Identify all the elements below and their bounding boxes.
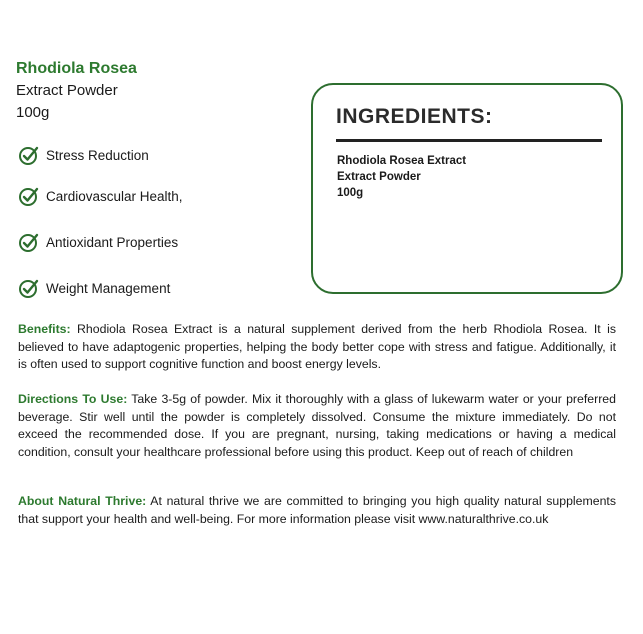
product-name: Rhodiola Rosea	[16, 60, 137, 77]
benefit-label: Weight Management	[46, 280, 171, 296]
ingredient-line: Extract Powder	[337, 171, 421, 183]
check-circle-icon	[18, 277, 40, 299]
check-circle-icon	[18, 231, 40, 253]
benefit-item	[18, 277, 170, 299]
about-paragraph	[18, 493, 616, 528]
benefits-heading: Benefits:	[18, 322, 71, 336]
check-circle-icon	[18, 185, 40, 207]
benefits-paragraph	[18, 321, 616, 374]
ingredient-line: Rhodiola Rosea Extract	[337, 155, 467, 167]
benefit-item	[18, 185, 183, 207]
ingredients-box	[311, 83, 623, 294]
benefit-label: Cardiovascular Health,	[46, 188, 183, 204]
product-form: Extract Powder	[16, 82, 118, 99]
ingredients-title: INGREDIENTS:	[336, 105, 493, 128]
benefit-label: Antioxidant Properties	[46, 234, 179, 250]
directions-heading: Directions To Use:	[18, 392, 128, 406]
directions-paragraph	[18, 391, 616, 461]
directions-text: Take 3-5g of powder. Mix it thoroughly with a glass of lukewarm water or your preferred beverage. Stir well until the powder is completely dissolved. Consume the mixture immediately. Do not exceed the recommended dose. If you are pregnant, nursing, taking medications or having a medical condition, consult your healthcare professional before using this product. Keep out of reach of children	[18, 392, 616, 459]
about-heading: About Natural Thrive:	[18, 494, 147, 508]
product-size: 100g	[16, 104, 50, 121]
benefit-item	[18, 231, 178, 253]
benefit-item	[18, 144, 149, 166]
check-circle-icon	[18, 144, 40, 166]
ingredient-line: 100g	[337, 187, 364, 199]
benefit-label: Stress Reduction	[46, 147, 149, 163]
ingredients-divider	[336, 139, 602, 142]
about-text: At natural thrive we are committed to bringing you high quality natural supplements that support your health and well-being. For more information please visit www.naturalthrive.co.uk	[18, 494, 616, 526]
benefits-text: Rhodiola Rosea Extract is a natural supplement derived from the herb Rhodiola Rosea. It is believed to have adaptogenic properties, helping the body better cope with stress and fatigue. Additionally, it is often used to support cognitive function and boost energy levels.	[18, 322, 616, 371]
